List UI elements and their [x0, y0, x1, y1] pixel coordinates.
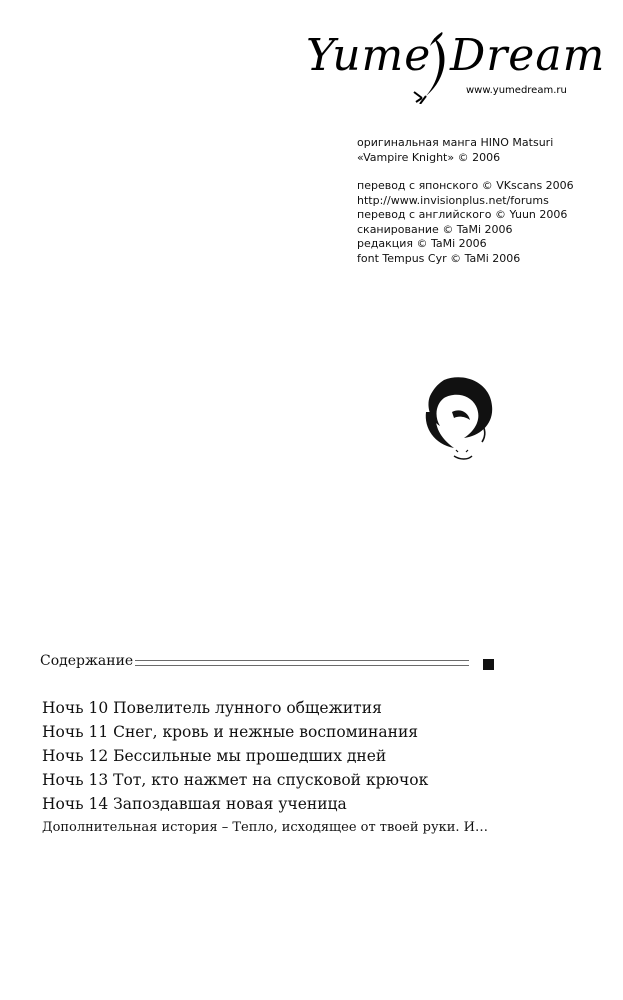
logo-word-yume: Yume — [306, 30, 432, 81]
credit-title: «Vampire Knight» © 2006 — [357, 150, 501, 164]
credit-translation-jp: перевод с японского © VKscans 2006 — [357, 179, 574, 192]
logo-url: www.yumedream.ru — [466, 85, 567, 96]
credit-font: font Tempus Cyr © TaMi 2006 — [357, 251, 521, 265]
toc-heading: Содержание — [40, 653, 134, 669]
toc-item-night-13: Ночь 13 Тот, кто нажмет на спусковой крючок — [42, 771, 429, 789]
credits-spacer — [357, 165, 574, 179]
toc-divider — [135, 660, 469, 666]
toc-item-night-12: Ночь 12 Бессильные мы прошедших дней — [42, 747, 387, 765]
toc-item-night-14: Ночь 14 Запоздавшая новая ученица — [42, 795, 347, 813]
credit-translation-en: перевод с английского © Yuun 2006 — [357, 208, 568, 221]
yume-dream-logo — [300, 28, 606, 108]
toc-item-extra-story: Дополнительная история – Тепло, исходящее от твоей руки. И… — [42, 820, 488, 835]
credit-edit: редакция © TaMi 2006 — [357, 237, 487, 250]
toc-item-night-10: Ночь 10 Повелитель лунного общежития — [42, 699, 382, 717]
feather-crescent-icon — [410, 32, 452, 104]
toc-list — [42, 696, 488, 840]
toc-square-bullet — [483, 659, 494, 670]
toc-item-night-11: Ночь 11 Снег, кровь и нежные воспоминания — [42, 723, 419, 741]
credits-block — [357, 136, 574, 266]
credit-manga: оригинальная манга HINO Matsuri — [357, 136, 554, 149]
swirl-face-emblem-icon — [414, 372, 502, 464]
credit-translation-jp-url: http://www.invisionplus.net/forums — [357, 193, 549, 207]
credit-scan: сканирование © TaMi 2006 — [357, 222, 513, 236]
logo-word-dream: Dream — [450, 30, 606, 81]
